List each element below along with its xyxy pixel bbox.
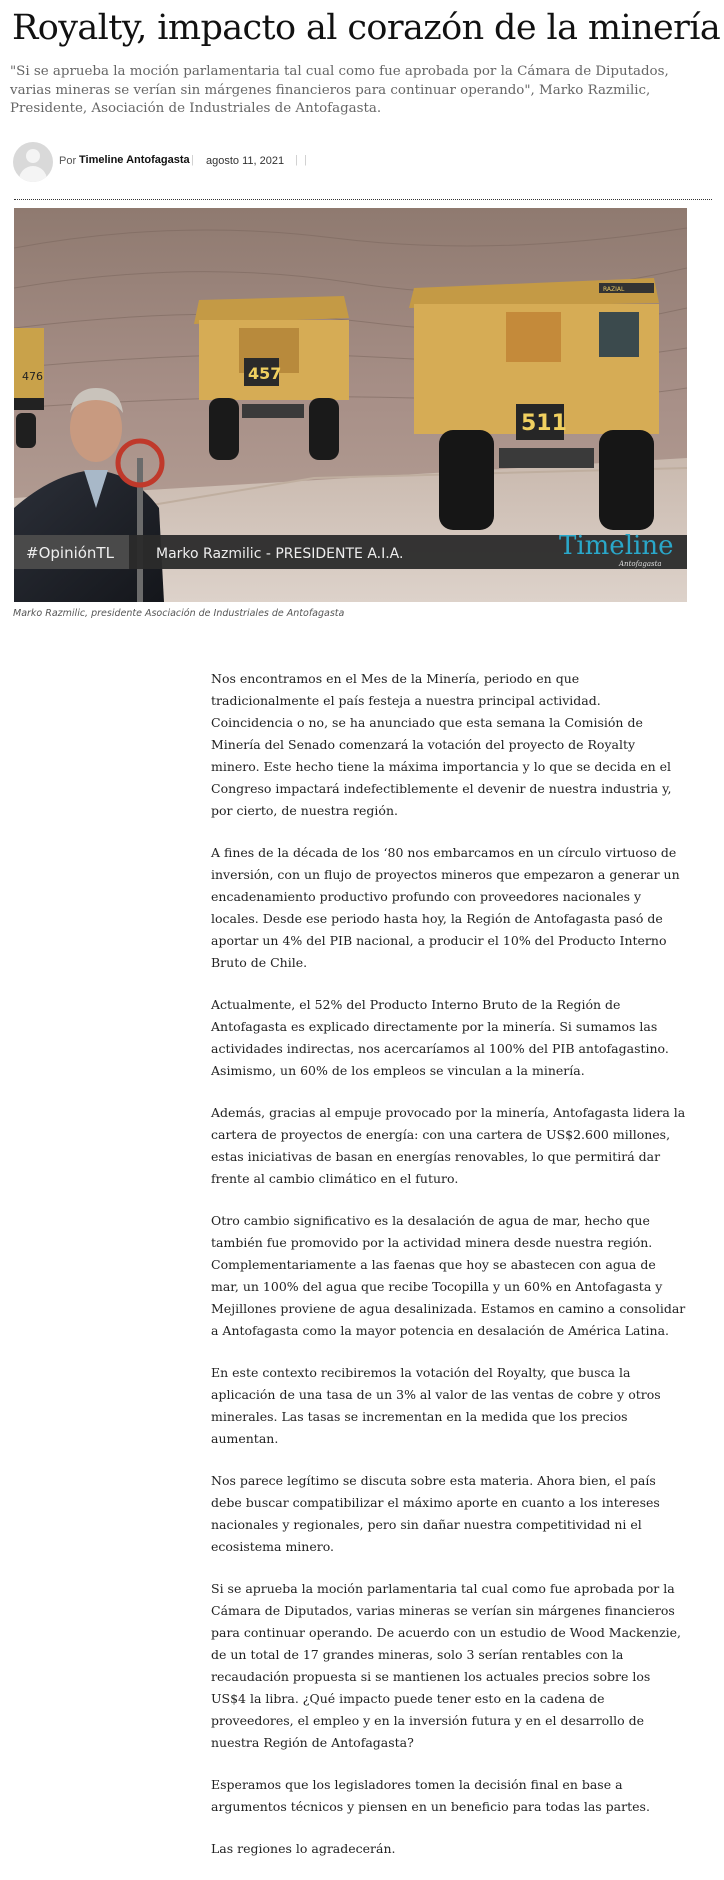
article-paragraph: Nos encontramos en el Mes de la Minería, periodo en que tradicionalmente el país festeja a nuestra principal actividad. Coincidencia o no, se ha anunciado que esta semana la Comisión de Minería del Senado comenzará la votación del proyecto de Royalty minero. Este hecho tiene la máxima importancia y lo que se decida en el Congreso impactará indefectiblemente el devenir de nuestra industria y, por cierto, de nuestra región.	[211, 671, 672, 818]
truck-number: 511	[521, 411, 567, 436]
author-avatar[interactable]	[13, 142, 53, 182]
byline-separator: |	[295, 154, 298, 166]
byline	[13, 142, 713, 182]
article-body	[211, 668, 686, 1880]
article-paragraph: En este contexto recibiremos la votación del Royalty, que busca la aplicación de una tasa de un 3% al valor de las ventas de cobre y otros minerales. Las tasas se incrementan en la medida que los precios aumentan.	[211, 1365, 661, 1446]
article-paragraph: Actualmente, el 52% del Producto Interno Bruto de la Región de Antofagasta es explicado directamente por la minería. Si sumamos las actividades indirectas, nos acercaríamos al 100% del PIB antofagastino. Asimismo, un 60% de los empleos se vinculan a la minería.	[211, 997, 669, 1078]
byline-prefix: Por	[59, 155, 77, 167]
article-paragraph: Otro cambio significativo es la desalación de agua de mar, hecho que también fue promovido por la actividad minera desde nuestra región. Complementariamente a las faenas que hoy se abastecen con agua de mar, un 100% del agua que recibe Tocopilla y un 60% en Antofagasta y Mejillones proviene de agua desalinizada. Estamos en camino a consolidar a Antofagasta como la mayor potencia en desalación de América Latina.	[211, 1213, 686, 1338]
header-divider	[14, 199, 712, 200]
byline-separator: |	[304, 154, 307, 166]
banner-text: Marko Razmilic - PRESIDENTE A.I.A.	[156, 546, 404, 562]
article-paragraph: Además, gracias al empuje provocado por la minería, Antofagasta lidera la cartera de proyectos de energía: con una cartera de US$2.600 millones, estas iniciativas de basan en energías renovables, lo que permitirá dar frente al cambio climático en el futuro.	[211, 1105, 686, 1186]
article-paragraph: Esperamos que los legisladores tomen la decisión final en base a argumentos técnicos y piensen en un beneficio para todas las partes.	[211, 1777, 650, 1814]
article-paragraph: A fines de la década de los ‘80 nos embarcamos en un círculo virtuoso de inversión, con un flujo de proyectos mineros que empezaron a generar un encadenamiento productivo profundo con proveedores nacionales y locales. Desde ese periodo hasta hoy, la Región de Antofagasta pasó de aportar un 4% del PIB nacional, a producir el 10% del Producto Interno Bruto de Chile.	[211, 845, 680, 970]
article-title: Royalty, impacto al corazón de la minería	[12, 8, 721, 48]
byline-separator: |	[191, 154, 194, 166]
article-photo	[14, 208, 687, 602]
article-paragraph: Nos parece legítimo se discuta sobre esta materia. Ahora bien, el país debe buscar compatibilizar el máximo aporte en cuanto a los intereses nacionales y regionales, pero sin dañar nuestra competitividad ni el ecosistema minero.	[211, 1473, 660, 1554]
truck-brand-plate: RAZIAL	[603, 286, 625, 293]
photo-caption: Marko Razmilic, presidente Asociación de Industriales de Antofagasta	[13, 608, 345, 619]
publish-date: agosto 11, 2021	[206, 155, 285, 167]
article-subtitle: "Si se aprueba la moción parlamentaria tal cual como fue aprobada por la Cámara de Diputados, varias mineras se verían sin márgenes financieros para continuar operando", Marko Razmilic, Presidente, Asociación de Industriales de Antofagasta.	[10, 64, 669, 116]
truck-number: 476	[22, 370, 43, 383]
author-link[interactable]: Timeline Antofagasta	[79, 154, 190, 166]
article-paragraph: Las regiones lo agradecerán.	[211, 1841, 396, 1856]
banner-hashtag: #OpiniónTL	[26, 544, 114, 562]
article-paragraph: Si se aprueba la moción parlamentaria tal cual como fue aprobada por la Cámara de Diputados, varias mineras se verían sin márgenes financieros para continuar operando. De acuerdo con un estudio de Wood Mackenzie, de un total de 17 grandes mineras, solo 3 serían rentables con la recaudación propuesta si se mantienen los actuales precios sobre los US$4 la libra. ¿Qué impacto puede tener esto en la cadena de proveedores, el empleo y en la inversión futura y en el desarrollo de nuestra Región de Antofagasta?	[211, 1581, 682, 1750]
opinion-banner	[14, 531, 687, 569]
brand-logo-sub: Antofagasta	[619, 560, 662, 568]
brand-logo: Timeline	[559, 531, 674, 561]
truck-number: 457	[248, 364, 282, 383]
